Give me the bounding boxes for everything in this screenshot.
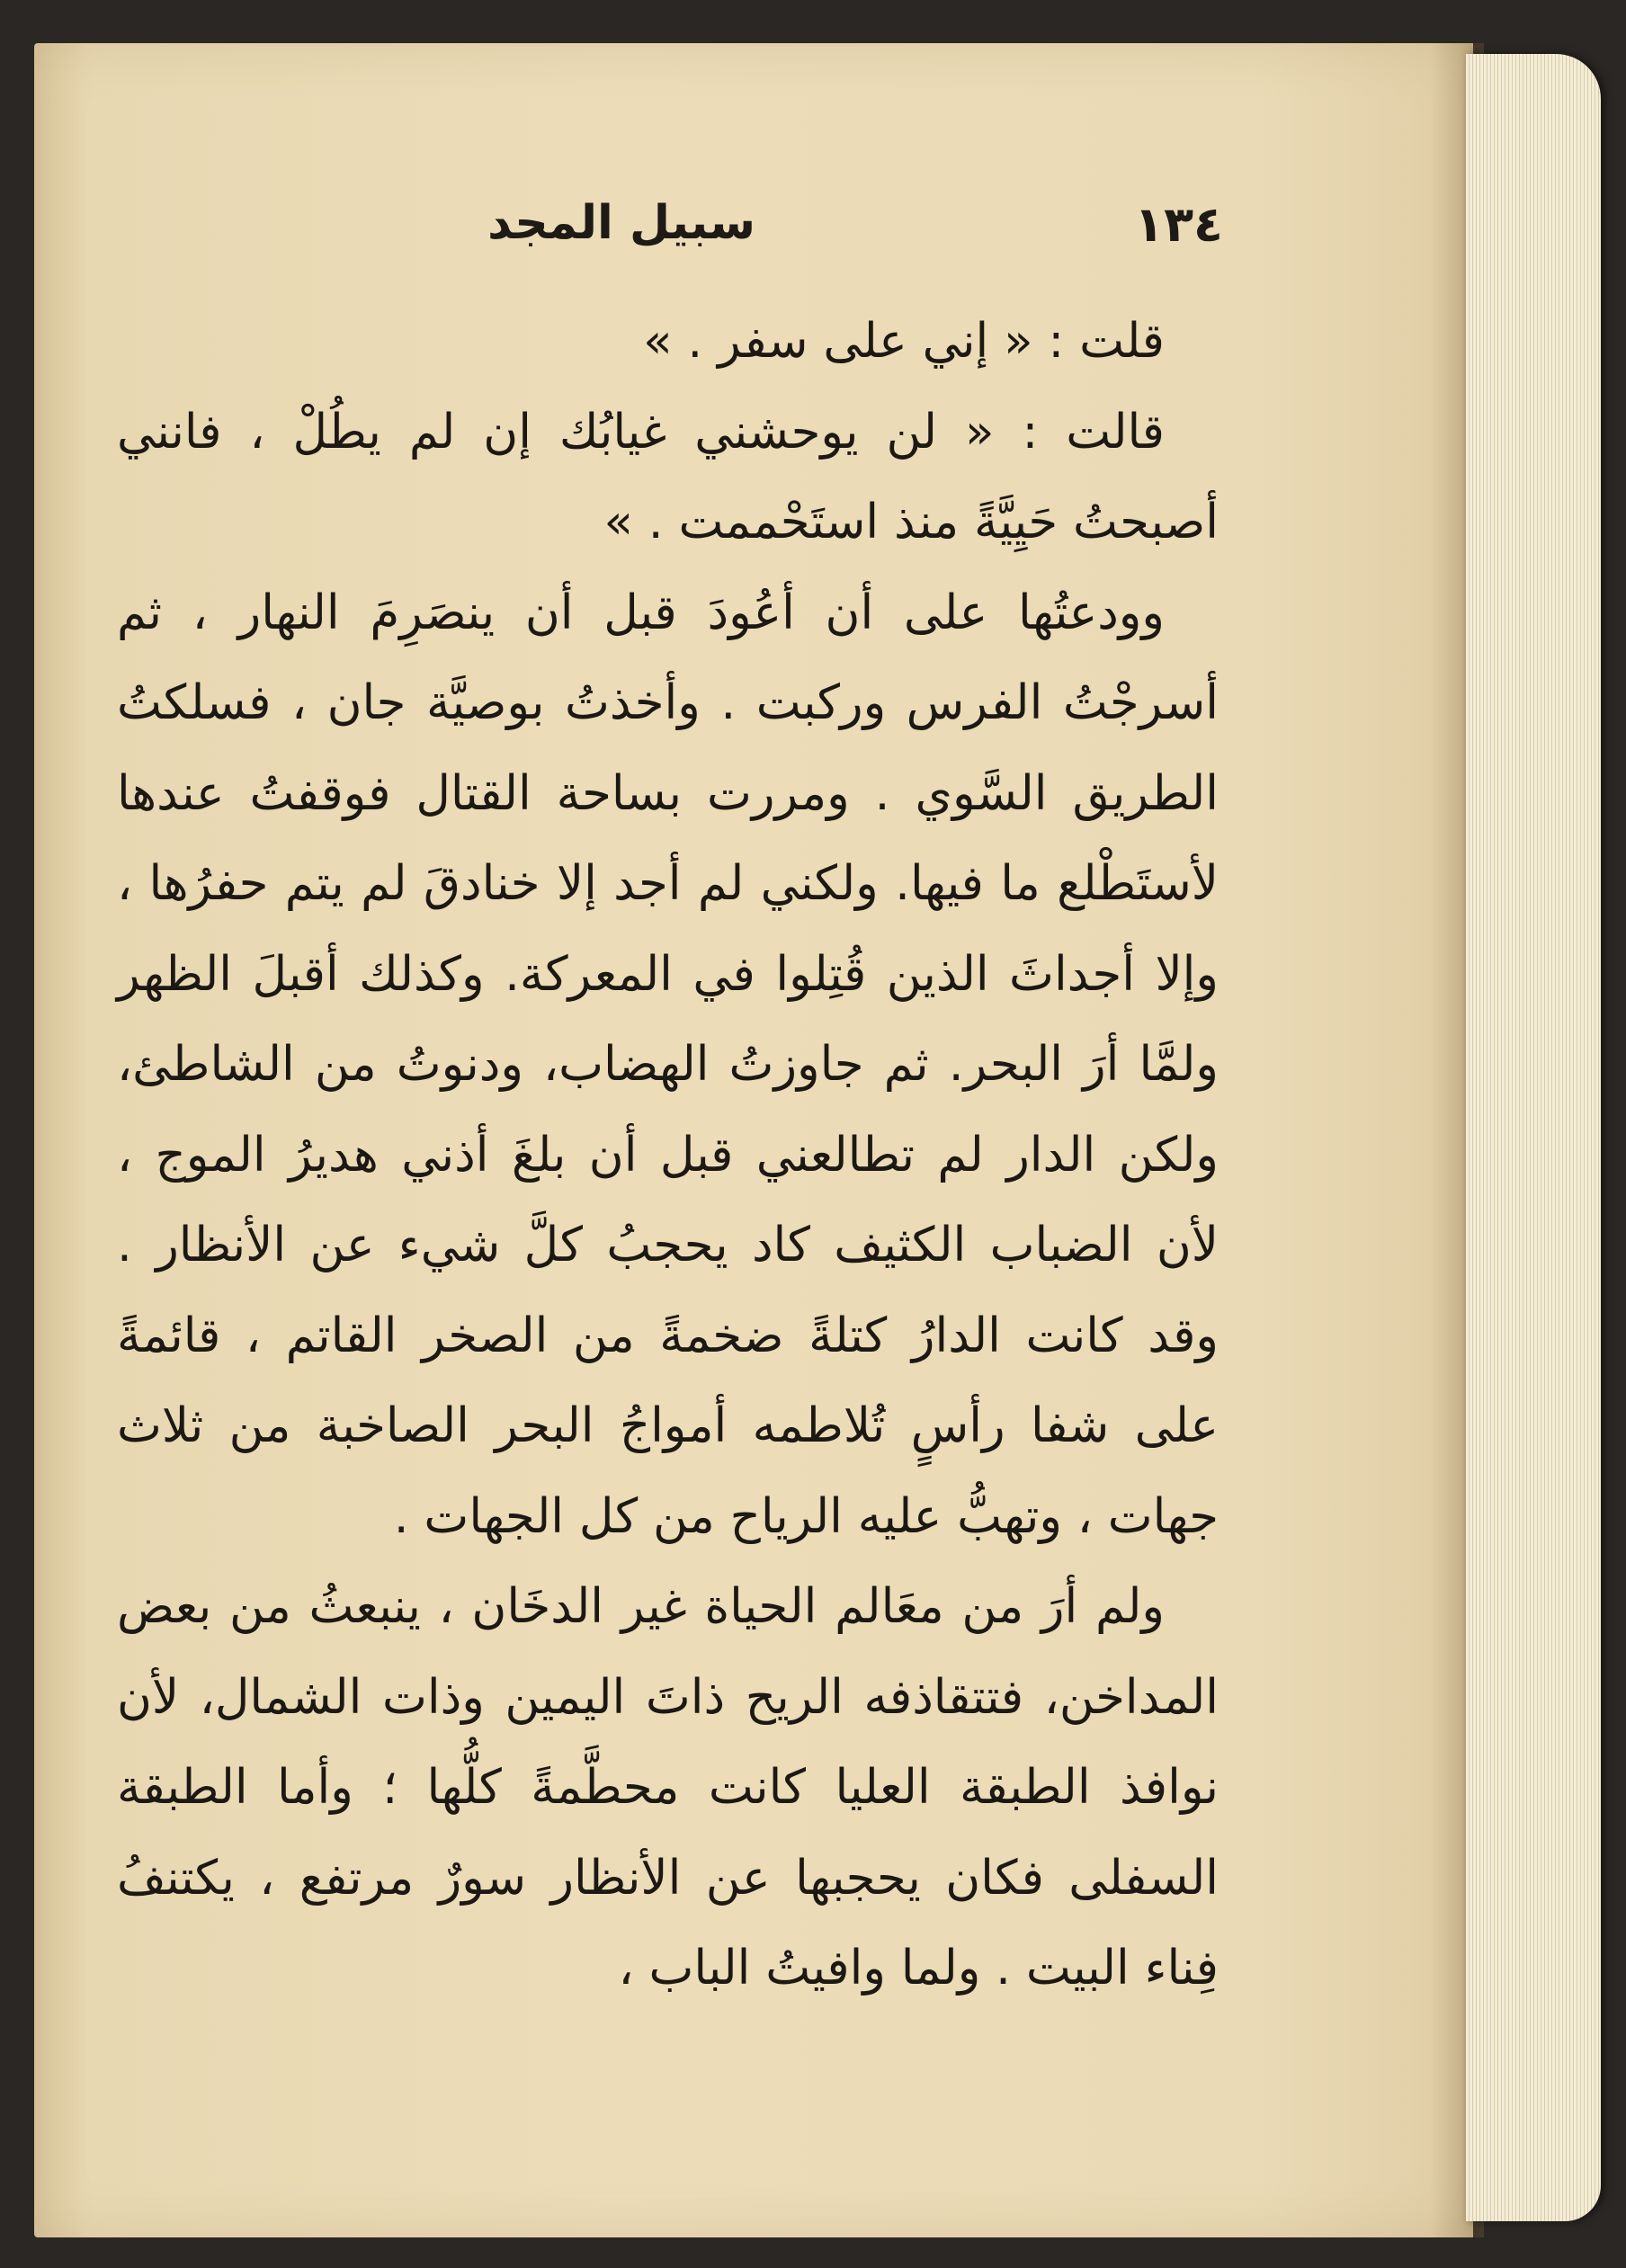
paragraph: قالت : « لن يوحشني غيابُك إن لم يطُلْ ، فانني أصبحتُ حَيِيَّةً منذ استَحْممت . » — [117, 404, 1219, 549]
page-number: ١٣٤ — [1134, 196, 1223, 253]
body-text — [117, 297, 1219, 2014]
running-title: سبيل المجد — [487, 196, 755, 250]
paragraph: وودعتُها على أن أعُودَ قبل أن ينصَرِمَ النهار ، ثم أسرجْتُ الفرس وركبت . وأخذتُ بوصيَّة جان ، فسلكتُ الطريق السَّوي . ومررت بساحة القتال فوقفتُ عندها لأستَطْلع ما فيها. ولكني لم أجد إلا خنادقَ لم يتم حفرُها ، وإلا أجداثَ الذين قُتِلوا في المعركة. وكذلك أقبلَ الظهر ولمَّا أرَ البحر. ثم جاوزتُ الهضاب، ودنوتُ من الشاطئ، ولكن الدار لم تطالعني قبل أن بلغَ أذني هديرُ الموج ، لأن الضباب الكثيف كاد يحجبُ كلَّ شيء عن الأنظار . وقد كانت الدارُ كتلةً ضخمةً من الصخر القاتم ، قائمةً على شفا رأسٍ تُلاطمه أمواجُ البحر الصاخبة من ثلاث جهات ، وتهبُّ عليه الرياح من كل الجهات . — [117, 585, 1219, 1544]
paragraph: قلت : « إني على سفر . » — [643, 314, 1165, 369]
paragraph: ولم أرَ من معَالم الحياة غير الدخَان ، ينبعثُ من بعض المداخن، فتتقاذفه الريح ذاتَ اليمين وذات الشمال، لأن نوافذ الطبقة العليا كانت محطَّمةً كلُّها ؛ وأما الطبقة السفلى فكان يحجبها عن الأنظار سورٌ مرتفع ، يكتنفُ فِناء البيت . ولما وافيتُ الباب ، — [117, 1579, 1219, 1996]
book-page-edges — [1466, 54, 1601, 2221]
page-header — [117, 196, 1223, 277]
